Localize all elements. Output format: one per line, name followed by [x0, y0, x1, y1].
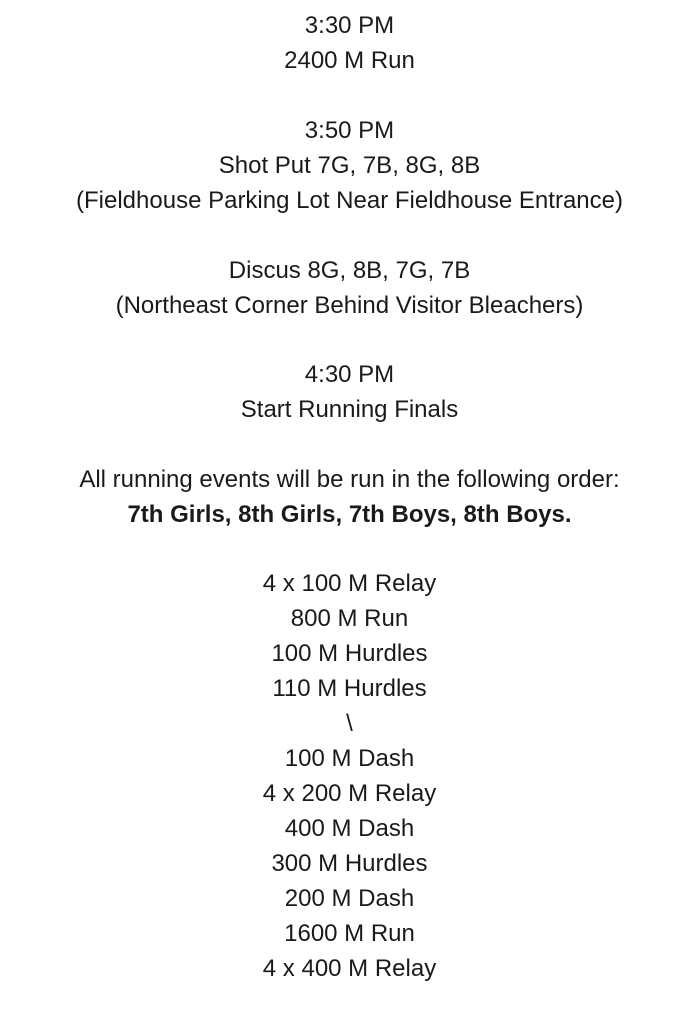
running-event: 300 M Hurdles	[271, 850, 428, 877]
event-label: Shot Put 7G, 7B, 8G, 8B	[218, 152, 481, 179]
running-event: 100 M Hurdles	[271, 640, 428, 667]
running-event: 4 x 200 M Relay	[262, 780, 437, 807]
event-label: Discus 8G, 8B, 7G, 7B	[228, 257, 471, 284]
time-label: 3:50 PM	[304, 117, 395, 144]
running-event: 4 x 100 M Relay	[262, 570, 437, 597]
running-event: 1600 M Run	[284, 920, 415, 947]
running-event: 110 M Hurdles	[272, 675, 427, 702]
running-event: 800 M Run	[290, 605, 409, 632]
location-note: (Northeast Corner Behind Visitor Bleachers)	[115, 292, 584, 319]
running-event: 200 M Dash	[284, 885, 415, 912]
running-event: 4 x 400 M Relay	[262, 955, 437, 982]
stray-backslash: \	[346, 710, 353, 737]
order-groups: 7th Girls, 8th Girls, 7th Boys, 8th Boys.	[127, 501, 572, 528]
time-label: 4:30 PM	[304, 361, 395, 388]
location-note: (Fieldhouse Parking Lot Near Fieldhouse Entrance)	[76, 187, 623, 214]
running-event: 400 M Dash	[284, 815, 415, 842]
order-note: All running events will be run in the following order:	[79, 466, 620, 493]
event-label: 2400 M Run	[284, 47, 415, 74]
time-label: 3:30 PM	[304, 12, 395, 39]
event-label: Start Running Finals	[240, 396, 459, 423]
running-event: 100 M Dash	[284, 745, 415, 772]
